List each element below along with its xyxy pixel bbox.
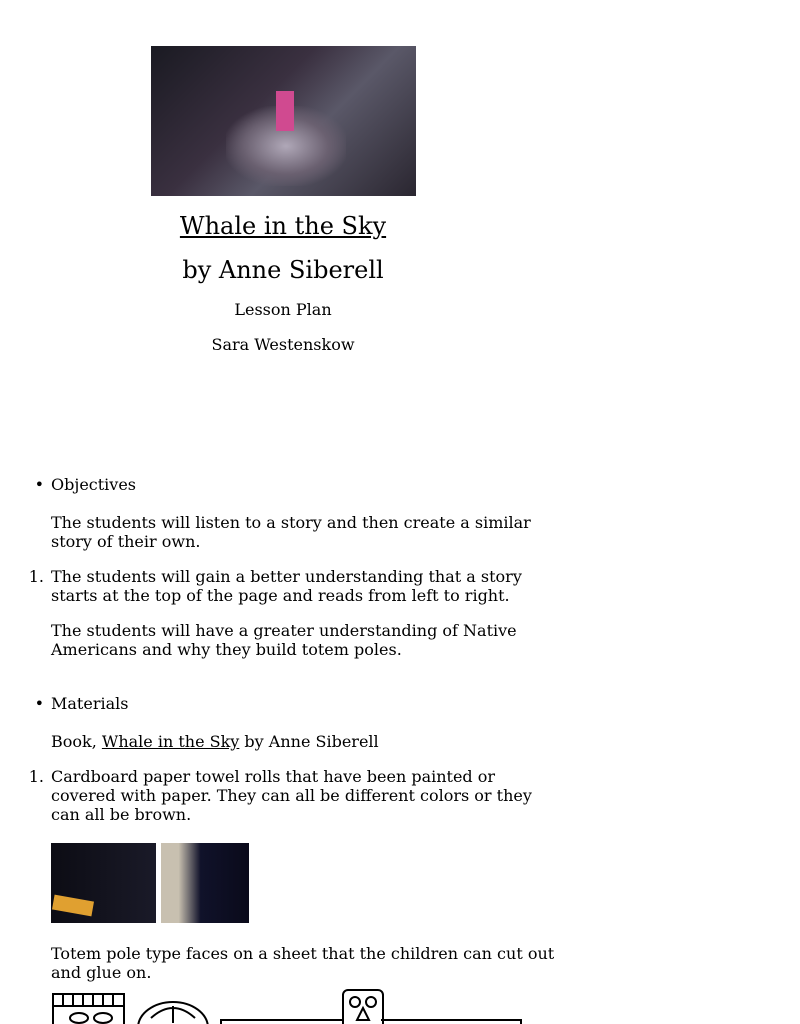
subtitle: Lesson Plan	[234, 300, 332, 319]
objective-item: The students will listen to a story and then create a similar story of their own.	[51, 513, 531, 551]
bullet: •	[34, 694, 44, 713]
student-photo	[161, 843, 249, 923]
page-title: Whale in the Sky	[179, 212, 387, 240]
materials-item-book: Book, Whale in the Sky by Anne Siberell	[51, 732, 379, 751]
teacher-name: Sara Westenskow	[211, 335, 355, 354]
bullet: •	[34, 475, 44, 494]
totem-faces-sheet	[51, 988, 531, 1024]
student-photo	[51, 843, 156, 923]
objectives-heading: Objectives	[51, 475, 137, 494]
author: by Anne Siberell	[182, 256, 384, 284]
list-number: 1.	[28, 767, 44, 786]
objective-item: The students will gain a better understanding that a story starts at the top of the page and reads from left to right.	[51, 567, 522, 605]
objective-item: The students will have a greater understanding of Native Americans and why they build totem poles.	[51, 621, 517, 659]
list-number: 1.	[28, 567, 44, 586]
materials-item: Cardboard paper towel rolls that have been painted or covered with paper. They can all be different colors or they can all be brown.	[51, 767, 532, 824]
materials-item: Totem pole type faces on a sheet that the children can cut out and glue on.	[51, 944, 555, 982]
class-photo	[151, 46, 416, 196]
materials-heading: Materials	[51, 694, 129, 713]
